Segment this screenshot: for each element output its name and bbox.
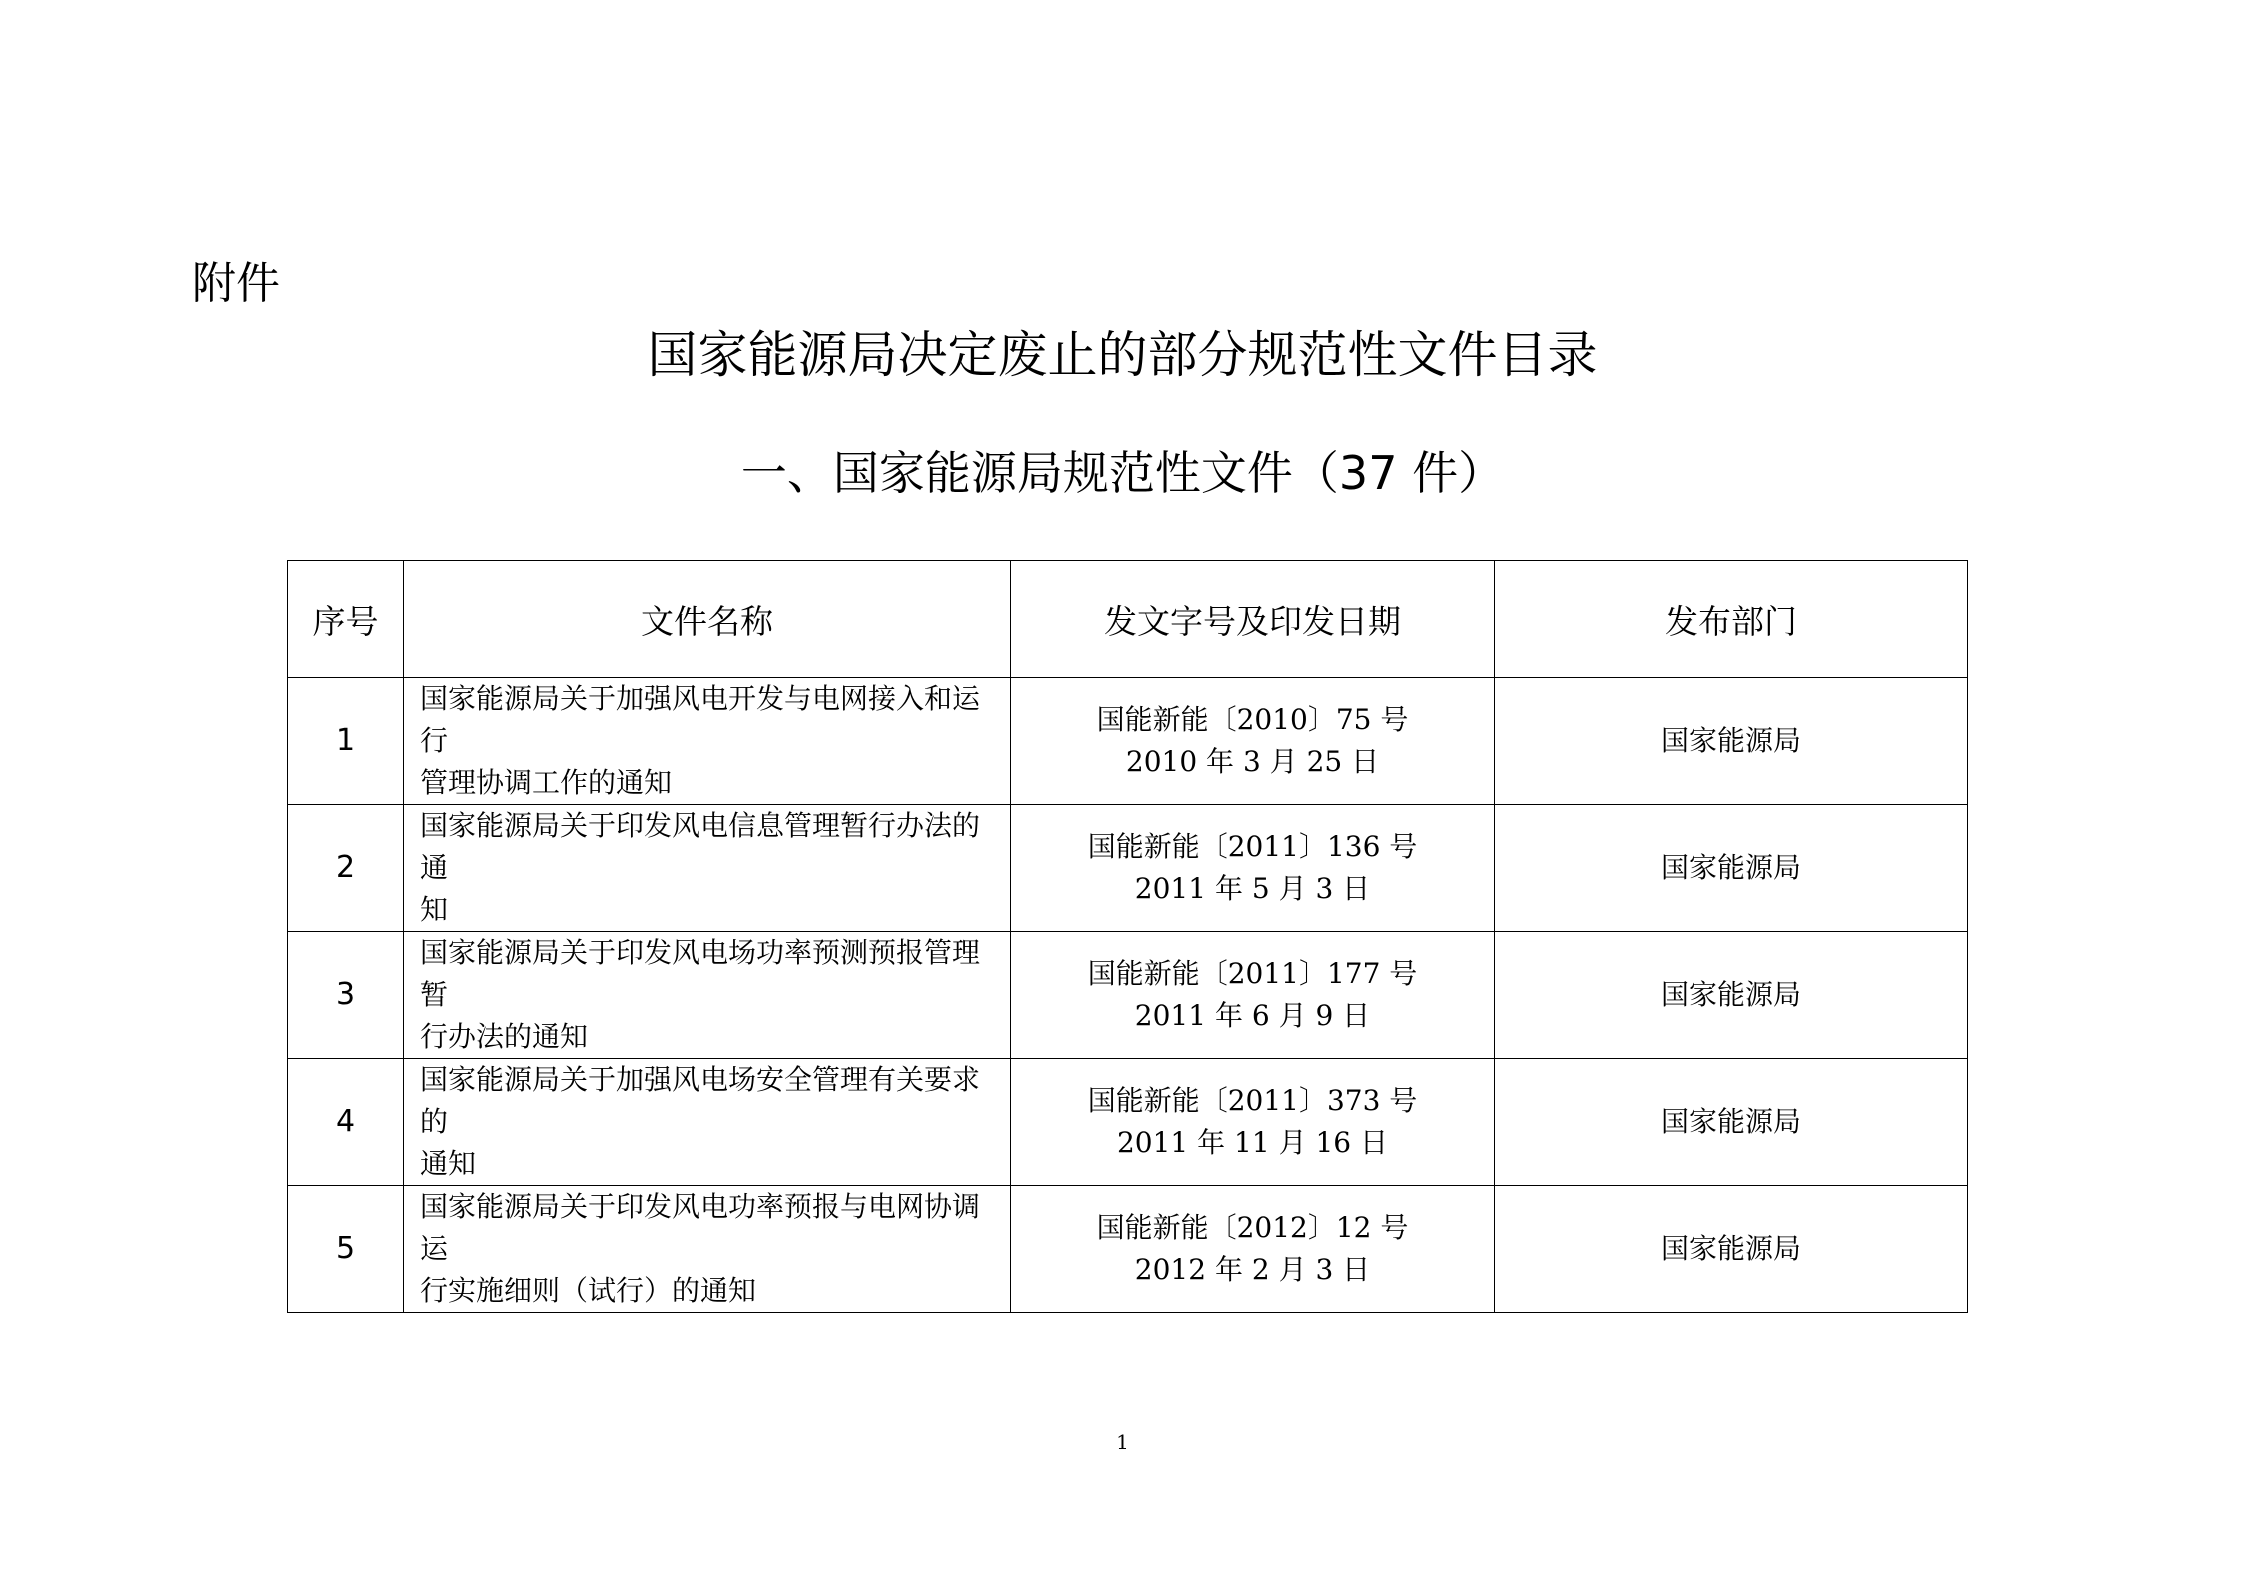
document-number: 国能新能〔2010〕75 号 — [1096, 703, 1409, 736]
row-document-name — [404, 932, 1011, 1059]
row-document-number — [1011, 678, 1495, 805]
row-index: 3 — [288, 932, 404, 1059]
issue-date: 2012 年 2 月 3 日 — [1134, 1253, 1371, 1286]
document-table — [287, 560, 1968, 1313]
row-document-number — [1011, 1059, 1495, 1186]
document-name-line: 行实施细则（试行）的通知 — [420, 1274, 757, 1307]
row-document-name — [404, 1059, 1011, 1186]
document-title: 国家能源局决定废止的部分规范性文件目录 — [647, 326, 1598, 384]
document-number: 国能新能〔2012〕12 号 — [1096, 1211, 1409, 1244]
header-document-name: 文件名称 — [404, 561, 1011, 678]
document-number: 国能新能〔2011〕177 号 — [1087, 957, 1418, 990]
row-document-number — [1011, 932, 1495, 1059]
table-row — [288, 805, 1968, 932]
row-document-name — [404, 1186, 1011, 1313]
document-number: 国能新能〔2011〕136 号 — [1087, 830, 1418, 863]
document-name-line: 国家能源局关于加强风电开发与电网接入和运行 — [420, 682, 981, 757]
row-index: 4 — [288, 1059, 404, 1186]
issue-date: 2011 年 6 月 9 日 — [1134, 999, 1371, 1032]
document-number: 国能新能〔2011〕373 号 — [1087, 1084, 1418, 1117]
row-department: 国家能源局 — [1495, 1059, 1968, 1186]
row-document-number — [1011, 1186, 1495, 1313]
issue-date: 2010 年 3 月 25 日 — [1125, 745, 1380, 778]
row-index: 2 — [288, 805, 404, 932]
row-document-number — [1011, 805, 1495, 932]
issue-date: 2011 年 5 月 3 日 — [1134, 872, 1371, 905]
table-row — [288, 932, 1968, 1059]
table-row — [288, 678, 1968, 805]
table-row — [288, 1059, 1968, 1186]
document-name-line: 国家能源局关于印发风电信息管理暂行办法的通 — [420, 809, 981, 884]
page-number: 1 — [1116, 1430, 1129, 1454]
header-document-number-date: 发文字号及印发日期 — [1011, 561, 1495, 678]
row-department: 国家能源局 — [1495, 678, 1968, 805]
document-name-line: 管理协调工作的通知 — [420, 766, 673, 799]
document-name-line: 国家能源局关于印发风电功率预报与电网协调运 — [420, 1190, 981, 1265]
document-name-line: 知 — [420, 893, 449, 926]
row-department: 国家能源局 — [1495, 805, 1968, 932]
table-row — [288, 1186, 1968, 1313]
attachment-label: 附件 — [192, 258, 280, 309]
issue-date: 2011 年 11 月 16 日 — [1116, 1126, 1389, 1159]
table-header-row — [288, 561, 1968, 678]
document-name-line: 行办法的通知 — [420, 1020, 589, 1053]
row-index: 1 — [288, 678, 404, 805]
document-name-line: 通知 — [420, 1147, 477, 1180]
row-document-name — [404, 678, 1011, 805]
header-index: 序号 — [288, 561, 404, 678]
header-department: 发布部门 — [1495, 561, 1968, 678]
section-title: 一、国家能源局规范性文件（37 件） — [740, 446, 1505, 500]
row-department: 国家能源局 — [1495, 932, 1968, 1059]
document-name-line: 国家能源局关于印发风电场功率预测预报管理暂 — [420, 936, 981, 1011]
document-name-line: 国家能源局关于加强风电场安全管理有关要求的 — [420, 1063, 981, 1138]
row-document-name — [404, 805, 1011, 932]
row-index: 5 — [288, 1186, 404, 1313]
row-department: 国家能源局 — [1495, 1186, 1968, 1313]
